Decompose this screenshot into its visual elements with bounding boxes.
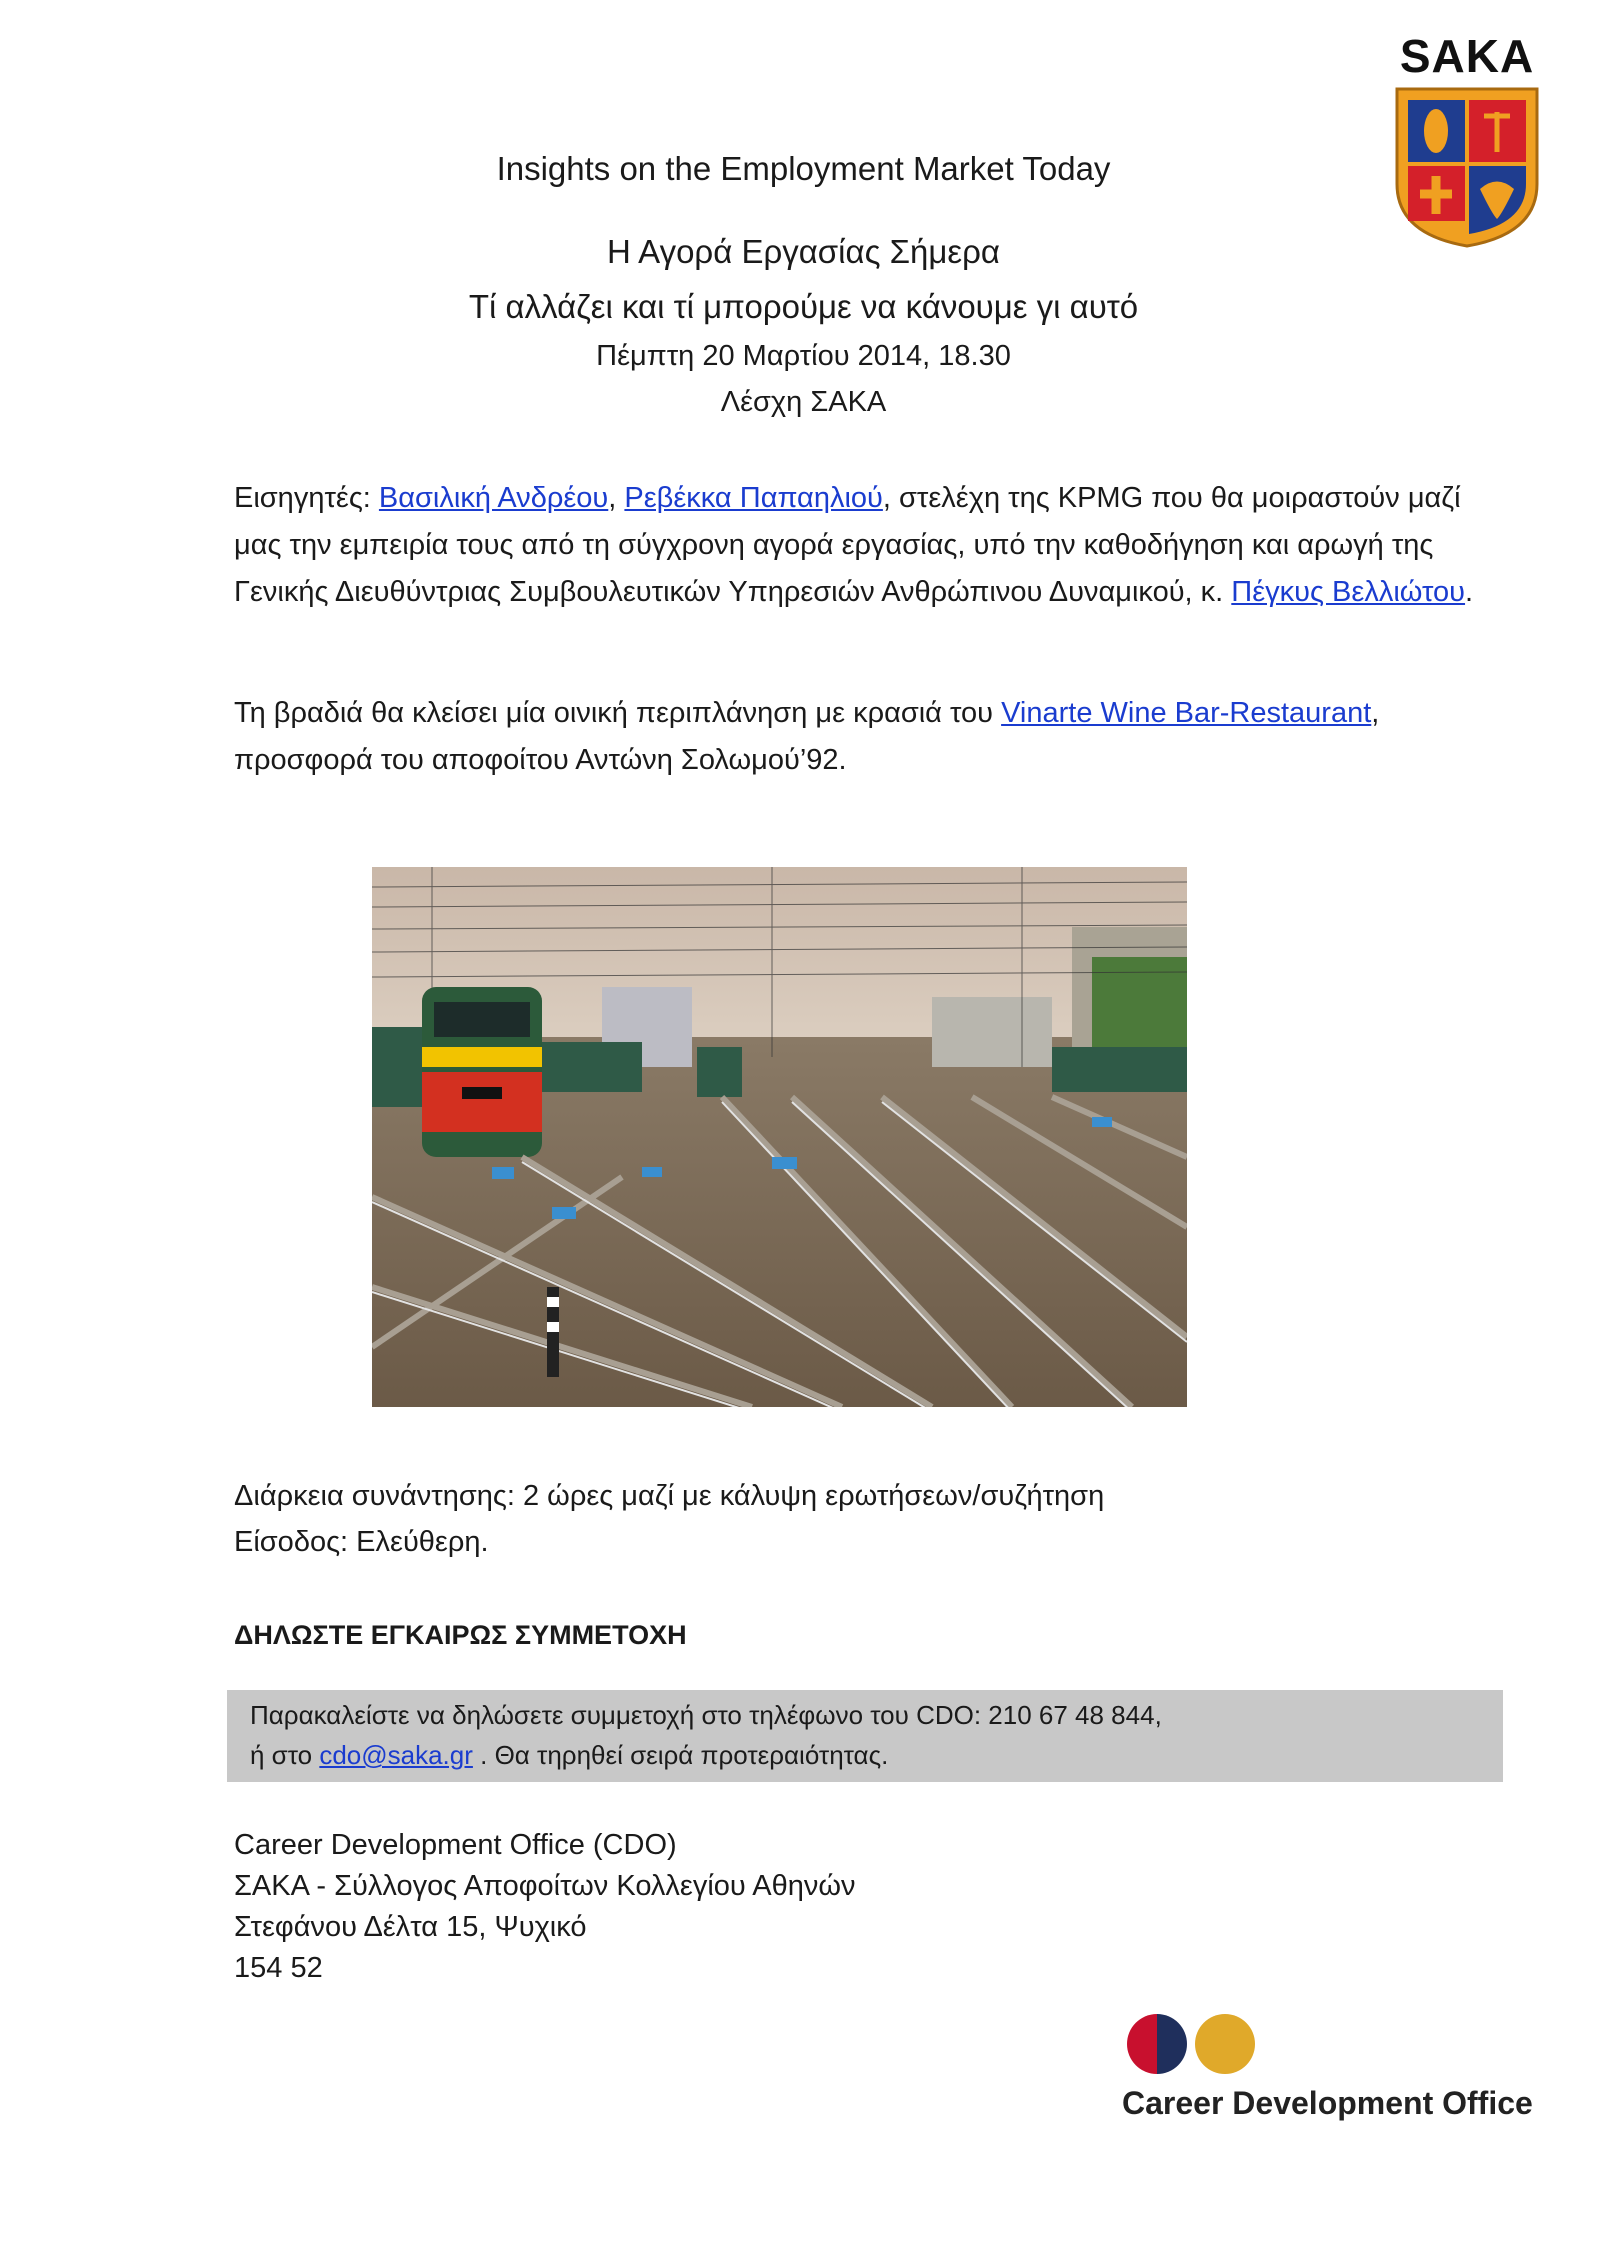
address-line-office: Career Development Office (CDO) [234,1829,677,1861]
address-line-org: ΣΑΚΑ - Σύλλογος Αποφοίτων Κολλεγίου Αθηνών [234,1870,856,1902]
event-title-gr: Η Αγορά Εργασίας Σήμερα [606,233,1000,270]
email-link[interactable]: cdo@saka.gr [319,1740,473,1770]
speakers-text: , στελέχη της KPMG που θα μοιραστούν μαζί μας την εμπειρία τους από τη σύγχρονη αγορά εργασίας, υπό την καθοδήγηση και αρωγή της Γενικής Διευθύντριας Συμβουλευτικών Υπηρεσιών Ανθρώπινου Δυναμικού, κ. [234,482,1461,608]
saka-wordmark [1385,30,1550,80]
speaker-link-papailiou[interactable]: Ρεβέκκα Παπαηλιού [624,482,883,514]
director-link-velliotou[interactable]: Πέγκυς Βελλιώτου [1231,576,1466,608]
entry-info: Είσοδος: Ελεύθερη. [234,1526,489,1558]
speakers-separator: , [608,482,625,514]
rsvp-note-prefix: ή στο [250,1740,320,1770]
wine-paragraph [234,690,1474,784]
event-date: Πέμπτη 20 Μαρτίου 2014, 18.30 [596,340,1011,372]
event-title-en: Insights on the Employment Market Today [496,150,1111,187]
rsvp-note-line1: Παρακαλείστε να δηλώσετε συμμετοχή στο τηλέφωνο του CDO: 210 67 48 844, [250,1700,1162,1730]
address-line-postcode: 154 52 [234,1952,323,1984]
rsvp-heading: ΔΗΛΩΣΤΕ ΕΓΚΑΙΡΩΣ ΣΥΜΜΕΤΟΧΗ [234,1620,687,1650]
speaker-link-andreou[interactable]: Βασιλική Ανδρέου [378,482,609,514]
meeting-duration: Διάρκεια συνάντησης: 2 ώρες μαζί με κάλυψη ερωτήσεων/συζήτηση [234,1480,1105,1512]
speakers-label: Εισηγητές: [234,482,379,514]
rsvp-note-line2 [250,1740,888,1771]
wine-text: Τη βραδιά θα κλείσει μία οινική περιπλάνηση με κρασιά του [234,697,1002,729]
cdo-logo-text: Career Development Office [1122,2085,1533,2121]
address-line-street: Στεφάνου Δέλτα 15, Ψυχικό [234,1911,587,1943]
event-venue: Λέσχη ΣΑΚΑ [720,386,887,418]
vinarte-link[interactable]: Vinarte Wine Bar-Restaurant [1001,697,1372,729]
railway-tracks-photo [372,867,1187,1407]
speakers-paragraph [234,475,1474,616]
speakers-end: . [1465,576,1474,608]
saka-wordmark-text: SAKA [1399,30,1535,80]
wine-text-2: , προσφορά του αποφοίτου Αντώνη Σολωμού’92. [234,697,1380,776]
event-subtitle-gr: Τί αλλάζει και τί μπορούμε να κάνουμε γι αυτό [468,288,1139,325]
rsvp-note-suffix: . Θα τηρηθεί σειρά προτεραιότητας. [472,1740,889,1770]
